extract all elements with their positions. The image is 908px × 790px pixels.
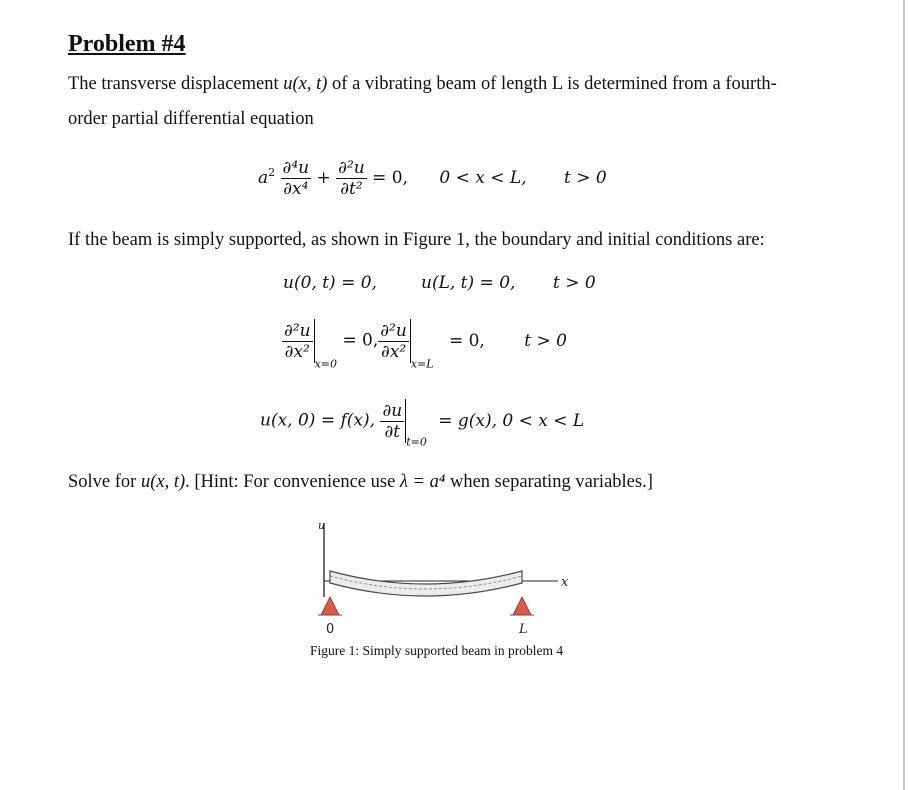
ic-sub: t=0 bbox=[406, 435, 427, 449]
pde-term1-fraction: $\frac{\text{∂⁴u}}{\text{∂x⁴}}$ bbox=[282, 158, 310, 199]
bc2-equation bbox=[282, 319, 567, 371]
problem-title: Problem #4 bbox=[68, 31, 186, 57]
ic-fraction: $\frac{\partial u}{\partial t}$ bbox=[382, 400, 403, 442]
pde-domain-t: t > 0 bbox=[564, 168, 607, 188]
bc1-right: u(L, t) = 0, bbox=[421, 273, 516, 293]
figure-caption: Figure 1: Simply supported beam in problem 4 bbox=[310, 643, 564, 658]
ic-left: u(x, 0) = f(x), bbox=[260, 410, 376, 431]
intro-line-1: The transverse displacement u(x, t) of a vibrating beam of length L is determined from a fourth- bbox=[68, 74, 777, 94]
bc2-eval-bar-right bbox=[410, 319, 411, 363]
intro-line-2: order partial differential equation bbox=[68, 109, 314, 129]
ic-equation bbox=[260, 399, 584, 449]
bc1-left: u(0, t) = 0, bbox=[283, 273, 377, 293]
bc2-fraction-right: $\frac{\text{∂²u}}{\text{∂x²}}$ bbox=[380, 320, 407, 362]
intro-u-symbol: u(x, t) bbox=[283, 74, 328, 94]
u-axis-label: u bbox=[318, 519, 326, 532]
x-axis-label: x bbox=[561, 575, 569, 590]
bc2-mid: = 0, bbox=[342, 330, 379, 351]
length-label: L bbox=[519, 622, 528, 637]
solve-lambda: λ = a⁴ bbox=[399, 472, 446, 492]
bc1-t: t > 0 bbox=[553, 273, 596, 293]
solve-u-symbol: u(x, t) bbox=[140, 472, 186, 492]
solve-line: Solve for u(x, t). [Hint: For convenience use λ = a⁴ when separating variables.] bbox=[68, 472, 653, 492]
pde-domain-x: 0 < x < L, bbox=[439, 168, 527, 188]
right-support-icon bbox=[513, 597, 531, 615]
page-right-border bbox=[903, 0, 905, 790]
left-support-icon bbox=[321, 597, 339, 615]
pde-term2-fraction: $\frac{\text{∂²u}}{\text{∂t²}}$ bbox=[338, 158, 365, 199]
bc2-sub-right: x=L bbox=[410, 357, 434, 371]
origin-label: 0 bbox=[326, 622, 335, 637]
pde-equals: = 0, bbox=[372, 168, 409, 188]
beam-figure bbox=[300, 515, 600, 640]
pde-plus: + bbox=[316, 168, 331, 188]
pde-coefficient: a bbox=[258, 168, 269, 188]
bc2-fraction-left: $\frac{\text{∂²u}}{\text{∂x²}}$ bbox=[284, 320, 311, 362]
ic-right: = g(x), 0 < x < L bbox=[438, 410, 585, 431]
beam-body bbox=[330, 571, 522, 596]
bc2-eval-bar-left bbox=[314, 319, 315, 363]
bc-intro: If the beam is simply supported, as shown in Figure 1, the boundary and initial conditions are: bbox=[68, 230, 765, 250]
pde-equation: $a^2$ $\frac{\text{∂⁴u}}{\text{∂x⁴}}$ + $\frac{\text{∂²u}}{\text{∂t²}}$ = 0, 0 < x < L, t > 0 bbox=[258, 158, 607, 199]
bc2-sub-left: x=0 bbox=[314, 357, 337, 371]
bc2-eq2: = 0, bbox=[448, 330, 485, 351]
bc2-t: t > 0 bbox=[524, 330, 567, 351]
